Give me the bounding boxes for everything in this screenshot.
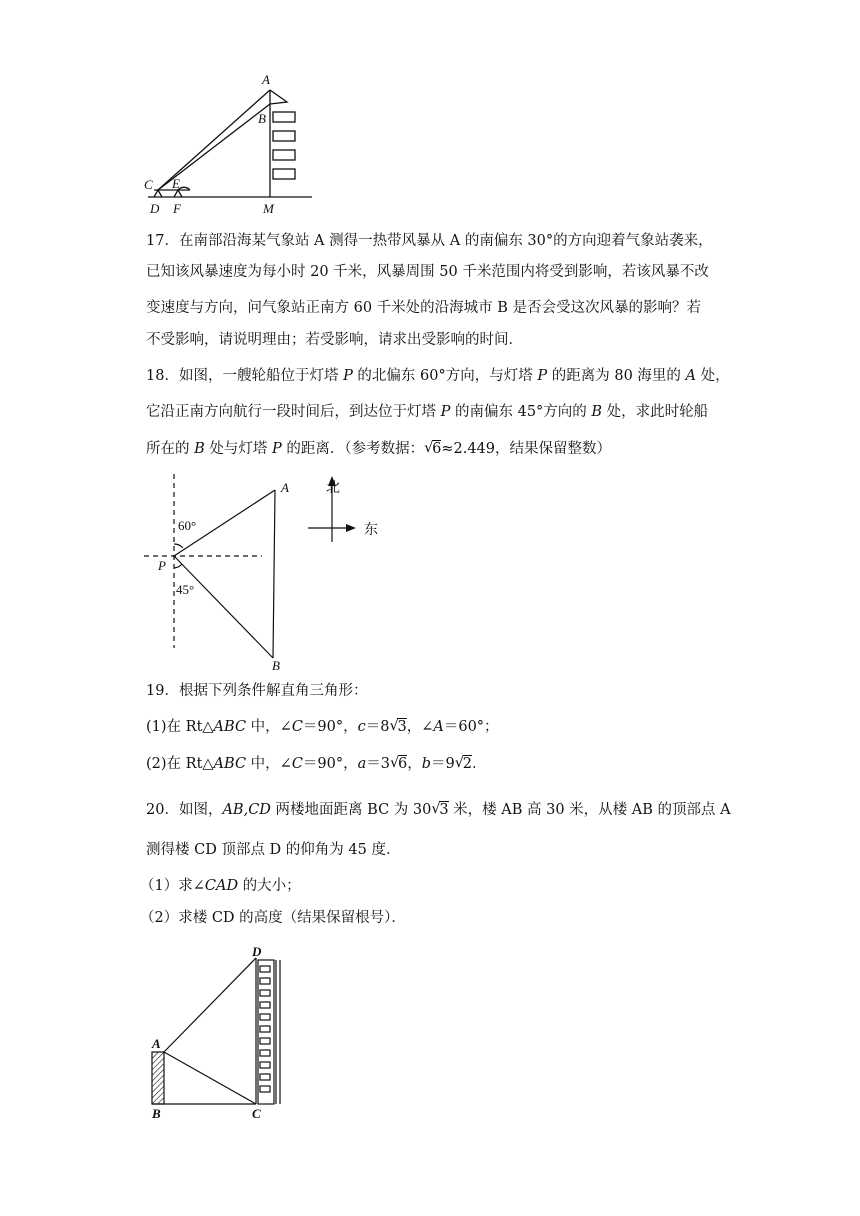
label-c: C [144,177,153,192]
north-label: 北 [326,481,340,496]
sqrt-2: √ 2 [455,754,472,774]
q20-line-1: 20．如图，AB,CD 两楼地面距离 BC 为 30√ 3 米，楼 AB 高 30 米，从楼 AB 的顶部点 A [146,800,731,820]
east-label: 东 [364,523,378,538]
angle-60: 60° [178,518,197,533]
q19-part-2: (2)在 Rt△ABC 中，∠C＝90°，a＝3√ 6，b＝9√ 2． [146,754,487,774]
q17-line-1: 17．在南部沿海某气象站 A 测得一热带风暴从 A 的南偏东 30°的方向迎着气象站袭来， [146,233,713,249]
label-b: B [152,1106,161,1121]
sqrt-3: √ 3 [431,800,448,820]
label-a: A [262,72,270,87]
label-d: D [252,944,262,959]
q17-line-3: 变速度与方向，问气象站正南方 60 千米处的沿海城市 B 是否会受这次风暴的影响？若 [146,300,702,316]
q17-line-4: 不受影响，请说明理由；若受影响，请求出受影响的时间． [146,332,523,348]
q19-part-1: (1)在 Rt△ABC 中，∠C＝90°，c＝8√ 3，∠A＝60°； [146,717,499,737]
figure-two-buildings [140,940,300,1125]
q20-line-3: （1）求∠CAD 的大小； [140,878,301,894]
q19-title: 19．根据下列条件解直角三角形： [146,683,368,699]
q18-line-1: 18．如图，一艘轮船位于灯塔 P 的北偏东 60°方向，与灯塔 P 的距离为 80 海里的 A 处， [146,368,730,384]
label-c: C [252,1106,261,1121]
label-f: F [173,201,181,216]
sqrt-3: √ 3 [389,717,406,737]
q18-line-2: 它沿正南方向航行一段时间后，到达位于灯塔 P 的南偏东 45°方向的 B 处，求此时轮船 [146,404,709,420]
label-b: B [272,658,280,673]
figure-lighthouse [140,470,390,675]
q17-line-2: 已知该风暴速度为每小时 20 千米，风暴周围 50 千米范围内将受到影响，若该风暴不改 [146,264,709,280]
label-a: A [281,480,289,495]
label-a: A [152,1036,161,1051]
label-e: E [172,176,180,191]
angle-45: 45° [176,582,195,597]
label-b: B [258,111,266,126]
q18-line-3: 所在的 B 处与灯塔 P 的距离．（参考数据：√ 6≈2.449，结果保留整数） [146,439,611,459]
sqrt-6: √ 6 [390,754,407,774]
q20-line-4: （2）求楼 CD 的高度（结果保留根号）． [140,910,406,926]
figure-building-mirror [140,70,320,218]
q20-line-2: 测得楼 CD 顶部点 D 的仰角为 45 度． [146,842,401,858]
label-d: D [150,201,160,216]
label-m: M [263,201,274,216]
label-p: P [158,558,166,573]
sqrt-6: √ 6 [424,439,441,459]
